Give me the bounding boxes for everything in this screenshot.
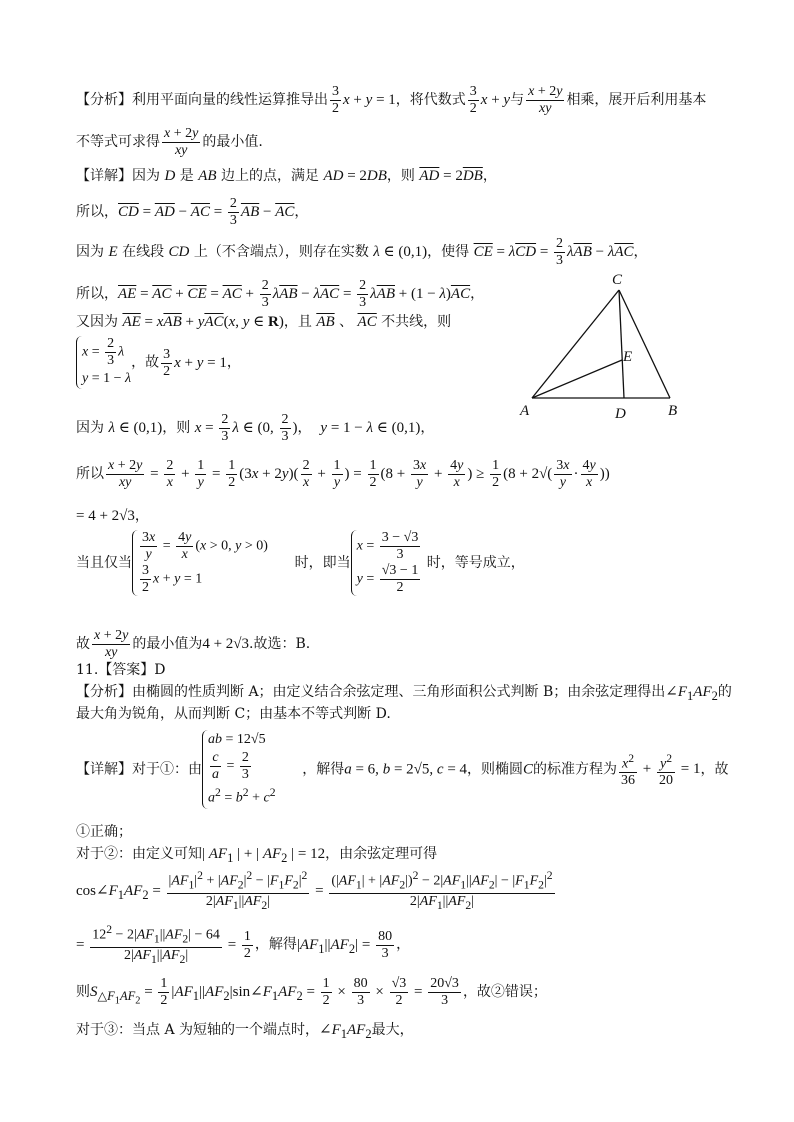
segment-cd bbox=[619, 290, 624, 398]
p11-detail-line1: 【详解】对于①：由 ab = 12√5 $\frac{c}{a}$ = $\frac{2}{3}$ $a^2 = b^2 + c^2$ ，解得a = 6, b = 2√5, c = 4，则椭圆C的标准方程为 $\frac{x^2}{36}$ + $\frac{y^2}{20}$ = 1，故 bbox=[76, 730, 728, 809]
p10-detail-line3: 因为 E 在线段 CD 上（不含端点），则存在实数 λ ∈ (0,1)，使得 $\overline{CE} = \lambda\overline{CD}$ = $\frac{2}{3}$ $\lambda\overline{AB} - \lambda\overline{AC}$， bbox=[76, 236, 648, 268]
p10-detail-line5: 又因为 $\overline{AE} = x\overline{AB} + y\overline{AC}(x$, y ∈ R)，且 $\overline{AB}$ 、 $\overline{AC}$ 不共线，则 bbox=[76, 314, 452, 330]
p10-detail-line9: = 4 + 2√3， bbox=[76, 508, 149, 524]
p11-detail-line7: 对于③：当点 A 为短轴的一个端点时，$\angle F_1AF_2$最大， bbox=[76, 1022, 414, 1041]
p10-detail-line2: 所以，$\overline{CD} = \overline{AD} - \overline{AC}$ = $\frac{2}{3}$ $\overline{AB} - \overline{AC}$， bbox=[76, 196, 309, 228]
p11-detail-line2: ①正确； bbox=[76, 824, 132, 840]
p11-analysis-line1: 【分析】由椭圆的性质判断 A；由定义结合余弦定理、三角形面积公式判断 B；由余弦定理得出$\angle F_1AF_2$的 bbox=[76, 684, 732, 703]
p11-detail-line3: 对于②：由定义可知| $AF_1$ | + | $AF_2$ | = 12，由余弦定理可得 bbox=[76, 846, 438, 865]
analysis-label: 【分析】 bbox=[76, 91, 132, 108]
segment-ae bbox=[532, 360, 622, 398]
p10-analysis-line2: 不等式可求得 $\frac{x + 2y}{xy}$ 的最小值. bbox=[76, 126, 263, 158]
p10-detail-line4: 所以，$\overline{AE} = \overline{AC} + \overline{CE} = \overline{AC}$ + $\frac{2}{3}$ $\lambda\overline{AB} - \lambda\overline{AC}$ = $\frac{2}{3}$ $\lambda\overline{AB} + (1 - \lambda)\overline{AC}$， bbox=[76, 278, 485, 310]
p10-detail-line7: 因为 λ ∈ (0,1)，则 x = $\frac{2}{3}$ λ ∈ (0, $\frac{2}{3}$ )， y = 1 − λ ∈ (0,1)， bbox=[76, 412, 435, 444]
p10-detail-line11: 故 $\frac{x + 2y}{xy}$ 的最小值为4 + 2√3.故选：B. bbox=[76, 628, 311, 660]
point-label-a: A bbox=[520, 403, 530, 419]
p10-detail-line8: 所以 $\frac{x + 2y}{xy}$ = $\frac{2}{x}$ + $\frac{1}{y}$ = $\frac{1}{2}$ (3x + 2y)( $\frac{2}{x}$ + $\frac{1}{y}$ ) = $\frac{1}{2}$ (8 + $\frac{3x}{y}$ + $\frac{4y}{x}$ ) ≥ $\frac{1}{2}$ (8 + 2√( $\frac{3x}{y}$ · $\frac{4y}{x}$ )) bbox=[76, 458, 610, 490]
p11-detail-line6: 则$S_{\triangle F_1AF_2}$ = $\frac{1}{2}$ $|AF_1||AF_2|\sin\angle F_1AF_2$ = $\frac{1}{2}$ × $\frac{80}{3}$ × $\frac{√3}{2}$ = $\frac{20√3}{3}$ ，故②错误； bbox=[76, 976, 547, 1008]
triangle-diagram bbox=[516, 268, 700, 428]
point-label-d: D bbox=[615, 406, 626, 422]
p11-detail-line5: = $\frac{12^2 - 2|AF_1||AF_2| - 64}{2|AF_1||AF_2|}$ = $\frac{1}{2}$ ，解得$|AF_1||AF_2|$ = $\frac{80}{3}$ ， bbox=[76, 923, 411, 967]
point-label-b: B bbox=[668, 403, 678, 419]
side-bc bbox=[619, 290, 670, 398]
side-ac bbox=[532, 290, 619, 398]
p10-detail-line6: x = $\frac{2}{3}$ λ y = 1 − λ ，故 $\frac{3}{2}$ x + y = 1， bbox=[76, 336, 241, 389]
p11-answer: 11.【答案】D bbox=[76, 662, 166, 678]
point-label-c: C bbox=[612, 272, 623, 288]
p11-detail-line4: $\cos\angle F_1AF_2$ = $\frac{|AF_1|^2 + |AF_2|^2 - |F_1F_2|^2}{2|AF_1||AF_2|}$ = $\frac{(|AF_1| + |AF_2|)^2 - 2|AF_1||AF_2| - |F_1F_2|^2}{2|AF_1||AF_2|}$ bbox=[76, 869, 553, 913]
point-label-e: E bbox=[623, 349, 633, 365]
p10-detail-line1: 【详解】因为 D 是 AB 边上的点，满足 AD = 2DB，则 $\overline{AD} = 2\overline{DB}$， bbox=[76, 168, 497, 184]
p11-analysis-line2: 最大角为锐角，从而判断 C；由基本不等式判断 D. bbox=[76, 706, 391, 722]
p10-detail-line10: 当且仅当 $\frac{3x}{y}$ = $\frac{4y}{x}$ (x > 0, y > 0) $\frac{3}{2}$ x + y = 1 时，即当 x = $\frac{3 - √3}{3}$ y = $\frac{√3 - 1}{2}$ 时，等号成立， bbox=[76, 530, 525, 595]
p10-analysis-line1: 【分析】利用平面向量的线性运算推导出 $\frac{3}{2}$ x + y = 1，将代数式 $\frac{3}{2}$ x + y与 $\frac{x + 2y}{xy}$ 相乘，展开后利用基本 bbox=[76, 84, 707, 116]
